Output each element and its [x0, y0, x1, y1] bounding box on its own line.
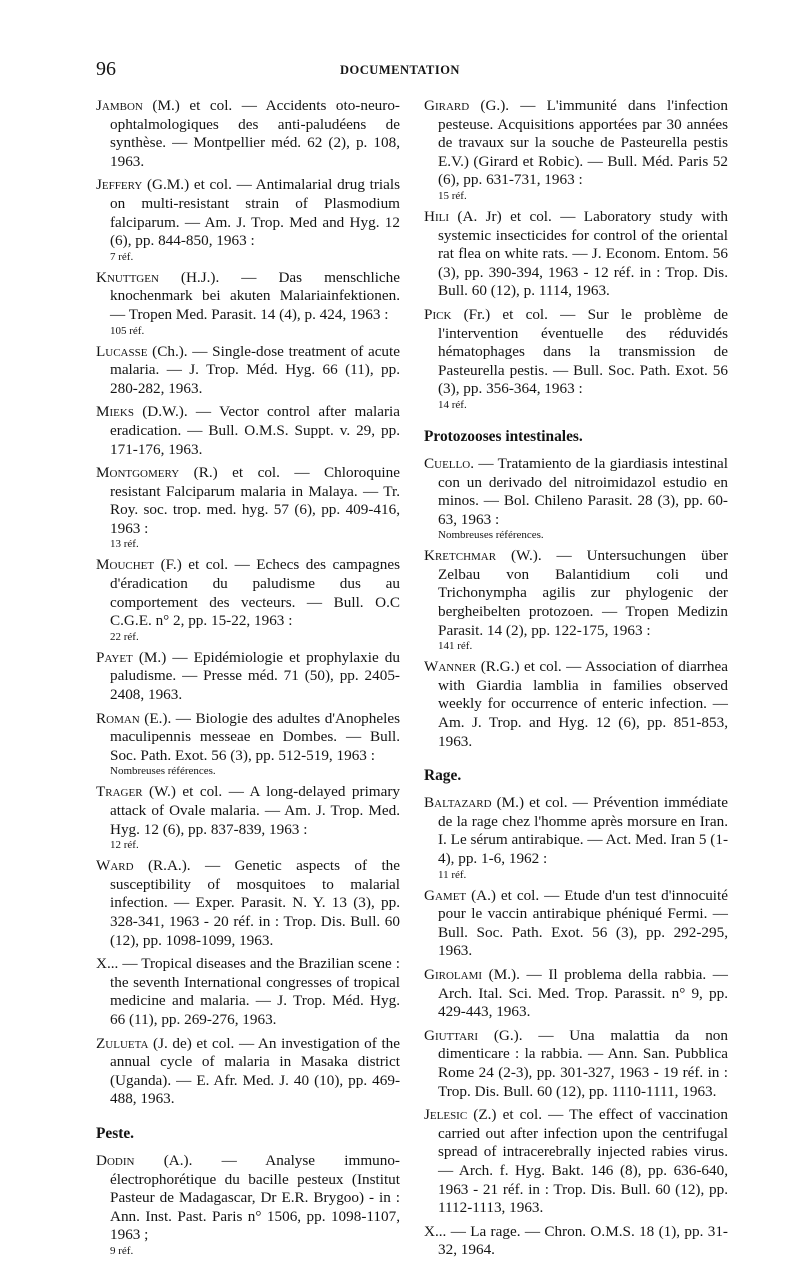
entry-citation: (M.) — Epidémiologie et prophylaxie du paludisme. — Presse méd. 71 (50), pp. 2405-2408, 1963.: [110, 648, 400, 704]
entry-citation: (R.A.). — Genetic aspects of the susceptibility of mosquitoes to malarial infection. — Exper. Parasit. N. Y. 13 (3), pp. 328-341, 1963 - 20 réf. in : Trop. Dis. Bull. 60 (12), pp. 1098-1099, 1963.: [110, 857, 400, 949]
bibliography-entry: [96, 649, 400, 705]
bibliography-entry: [424, 966, 728, 1022]
bibliography-entry: [424, 306, 728, 412]
entry-author: Mieks: [96, 403, 134, 421]
entry-citation: (Ch.). — Single-dose treatment of acute malaria. — J. Trop. Méd. Hyg. 66 (11), pp. 280-282, 1963.: [110, 342, 400, 397]
entry-citation: (F.) et col. — Echecs des campagnes d'éradication du paludisme dus au comportement des vecteurs. — Bull. O.C C.G.E. n° 2, pp. 15-22, 1963 :: [110, 556, 400, 630]
entry-references-count: 14 réf.: [438, 398, 467, 411]
entry-citation: (G.). — L'immunité dans l'infection pesteuse. Acquisitions apportées par 30 années de travaux sur la souche de Pasteurella pestis E.V.) (Girard et Robic). — Bull. Méd. Paris 52 (6), pp. 631-731, 1963 :: [438, 97, 728, 189]
entry-citation: (M.). — Il problema della rabbia. — Arch. Ital. Sci. Med. Trop. Parassit. n° 9, pp. 429-443, 1963.: [438, 965, 728, 1021]
bibliography-entry: [96, 783, 400, 852]
entry-citation: (Z.) et col. — The effect of vaccination carried out after infection upon the centrifugal spread of intracerebrally injected rabies virus. — Arch. f. Hyg. Bakt. 146 (8), pp. 636-640, 1963 - 21 réf. in : Trop. Dis. Bull. 60 (12), pp. 1112-1113, 1963.: [438, 1106, 728, 1217]
bibliography-entry: [96, 955, 400, 1029]
entry-references-count: 15 réf.: [438, 189, 467, 202]
entry-references-count: 141 réf.: [438, 640, 473, 653]
entry-citation: (A.). — Analyse immuno-électrophorétique du bacille pesteux (Institut Pasteur de Madagascar, Dr E.R. Brygoo) - in : Ann. Inst. Past. Paris n° 1506, pp. 1098-1107, 1963 ;: [110, 1151, 400, 1244]
bibliography-entry: [424, 887, 728, 961]
right-column: [424, 97, 728, 1265]
bibliography-entry: [96, 1035, 400, 1109]
entry-citation: . — Tratamiento de la giardiasis intestinal con un derivado del nitroimidazol estudio en minos. — Bol. Chileno Parasit. 28 (3), pp. 60-63, 1963 :: [438, 454, 728, 528]
entry-references-count: 13 réf.: [110, 538, 139, 551]
entry-citation: X... — La rage. — Chron. O.M.S. 18 (1), pp. 31-32, 1964.: [424, 1222, 728, 1259]
entry-author: Dodin: [96, 1151, 135, 1169]
entry-author: Girolami: [424, 965, 483, 983]
entry-citation: (J. de) et col. — An investigation of the annual cycle of malaria in Masaka district (Uganda). — E. Afr. Med. J. 40 (10), pp. 469-488, 1963.: [110, 1034, 400, 1108]
bibliography-entry: [96, 269, 400, 338]
bibliography-entry: [424, 455, 728, 542]
bibliography-entry: [96, 176, 400, 263]
entry-citation: (D.W.). — Vector control after malaria eradication. — Bull. O.M.S. Suppt. v. 29, pp. 171-176, 1963.: [110, 403, 400, 458]
entry-citation: (M.) et col. — Accidents oto-neuro-ophtalmologiques des anti-paludéens de synthèse. — Montpellier méd. 62 (2), p. 108, 1963.: [110, 97, 400, 170]
entry-author: Jeffery: [96, 176, 143, 194]
entry-author: Mouchet: [96, 556, 155, 574]
entry-author: Trager: [96, 783, 143, 801]
entry-citation: (R.) et col. — Chloroquine resistant Falciparum malaria in Malaya. — Tr. Roy. soc. trop. med. hyg. 57 (6), pp. 409-416, 1963 :: [110, 464, 400, 537]
bibliography-entry: [424, 1223, 728, 1260]
section-heading: Rage.: [424, 767, 462, 785]
entry-citation: (R.G.) et col. — Association of diarrhea with Giardia lamblia in families observed weekly for occurrence of enteric infection. — Am. J. Trop. and Hyg. 12 (6), pp. 851-853, 1963.: [438, 658, 728, 750]
entry-author: Roman: [96, 709, 140, 727]
entry-references-count: Nombreuses références.: [438, 529, 544, 542]
entry-references-count: 105 réf.: [110, 324, 145, 337]
bibliography-entry: [96, 857, 400, 950]
entry-citation: X... — Tropical diseases and the Brazilian scene : the seventh International congresses of tropical medicine and malaria. — J. Trop. Méd. Hyg. 66 (11), pp. 269-276, 1963.: [96, 955, 400, 1028]
entry-citation: (A. Jr) et col. — Laboratory study with systemic insecticides for control of the oriental rat flea on white rats. — J. Econom. Entom. 56 (3), pp. 390-394, 1963 - 12 réf. in : Trop. Dis. Bull. 60 (12), p. 1114, 1963.: [438, 207, 728, 300]
left-column: [96, 97, 400, 1263]
bibliography-entry: [96, 97, 400, 171]
entry-author: Giuttari: [424, 1026, 479, 1044]
bibliography-entry: [424, 794, 728, 881]
bibliography-entry: [424, 1027, 728, 1101]
entry-author: Cuello: [424, 454, 471, 472]
entry-citation: (M.) et col. — Prévention immédiate de la rage chez l'homme après morsure en Iran. I. Le sérum antirabique. — Act. Med. Iran 5 (1-4), pp. 1-6, 1962 :: [438, 794, 728, 867]
page-number: 96: [96, 58, 116, 80]
entry-author: Wanner: [424, 658, 477, 676]
running-head: DOCUMENTATION: [340, 63, 460, 77]
entry-citation: (A.) et col. — Etude d'un test d'innocuité pour le vaccin antirabique phéniqué Fermi. — Bull. Soc. Path. Exot. 56 (3), pp. 292-295, 1963.: [438, 886, 728, 960]
entry-citation: (G.M.) et col. — Antimalarial drug trials on multi-resistant strain of Plasmodium falciparum. — Am. J. Trop. Med and Hyg. 12 (6), pp. 844-850, 1963 :: [110, 176, 400, 250]
entry-references-count: Nombreuses références.: [110, 765, 216, 778]
entry-citation: (W.) et col. — A long-delayed primary attack of Ovale malaria. — Am. J. Trop. Med. Hyg. 12 (6), pp. 837-839, 1963 :: [110, 783, 400, 838]
entry-author: Zulueta: [96, 1034, 149, 1052]
entry-references-count: 9 réf.: [110, 1244, 134, 1257]
section-heading: Protozooses intestinales.: [424, 427, 583, 445]
entry-author: Pick: [424, 305, 452, 323]
bibliography-entry: [424, 547, 728, 653]
entry-author: Montgomery: [96, 464, 180, 482]
entry-references-count: 7 réf.: [110, 250, 134, 263]
entry-citation: (W.). — Untersuchungen über Zelbau von Balantidium coli und Trichonympha agilis zur phylogenic der bergheibelten protozoen. — Tropen Medizin Parasit. 14 (2), pp. 122-175, 1963 :: [438, 547, 728, 639]
bibliography-entry: [96, 343, 400, 399]
entry-citation: (G.). — Una malattia da non dimenticare : la rabbia. — Ann. San. Pubblica Rome 24 (2-3), pp. 301-327, 1963 - 19 réf. in : Trop. Dis. Bull. 60 (12), pp. 1110-1111, 1963.: [438, 1026, 728, 1100]
entry-citation: (E.). — Biologie des adultes d'Anopheles maculipennis messeae en Dombes. — Bull. Soc. Path. Exot. 56 (3), pp. 512-519, 1963 :: [110, 709, 400, 764]
entry-author: Girard: [424, 97, 470, 114]
entry-author: Gamet: [424, 886, 467, 904]
entry-references-count: 22 réf.: [110, 630, 139, 643]
section-heading: Peste.: [96, 1124, 135, 1142]
entry-author: Payet: [96, 648, 133, 666]
bibliography-entry: [424, 658, 728, 751]
entry-author: Jambon: [96, 97, 143, 114]
entry-references-count: 12 réf.: [110, 839, 139, 852]
bibliography-entry: [424, 1106, 728, 1218]
bibliography-entry: [424, 208, 728, 301]
entry-references-count: 11 réf.: [438, 868, 467, 881]
bibliography-entry: [96, 403, 400, 459]
entry-author: Ward: [96, 857, 134, 875]
entry-author: Lucasse: [96, 342, 148, 360]
bibliography-entry: [424, 97, 728, 203]
entry-author: Kretchmar: [424, 547, 497, 565]
bibliography-entry: [96, 464, 400, 551]
bibliography-entry: [96, 710, 400, 779]
entry-citation: (H.J.). — Das menschliche knochenmark bei akuten Malariainfektionen. — Tropen Med. Parasit. 14 (4), p. 424, 1963 :: [110, 268, 400, 323]
entry-author: Knuttgen: [96, 268, 159, 286]
bibliography-entry: [96, 556, 400, 643]
entry-citation: (Fr.) et col. — Sur le problème de l'intervention éventuelle des réduvidés hématophages dans la transmission de Pasteurella pestis. — Bull. Soc. Path. Exot. 56 (3), pp. 356-364, 1963 :: [438, 305, 728, 398]
entry-author: Jelesic: [424, 1106, 468, 1124]
entry-author: Baltazard: [424, 794, 492, 812]
entry-author: Hili: [424, 207, 450, 225]
